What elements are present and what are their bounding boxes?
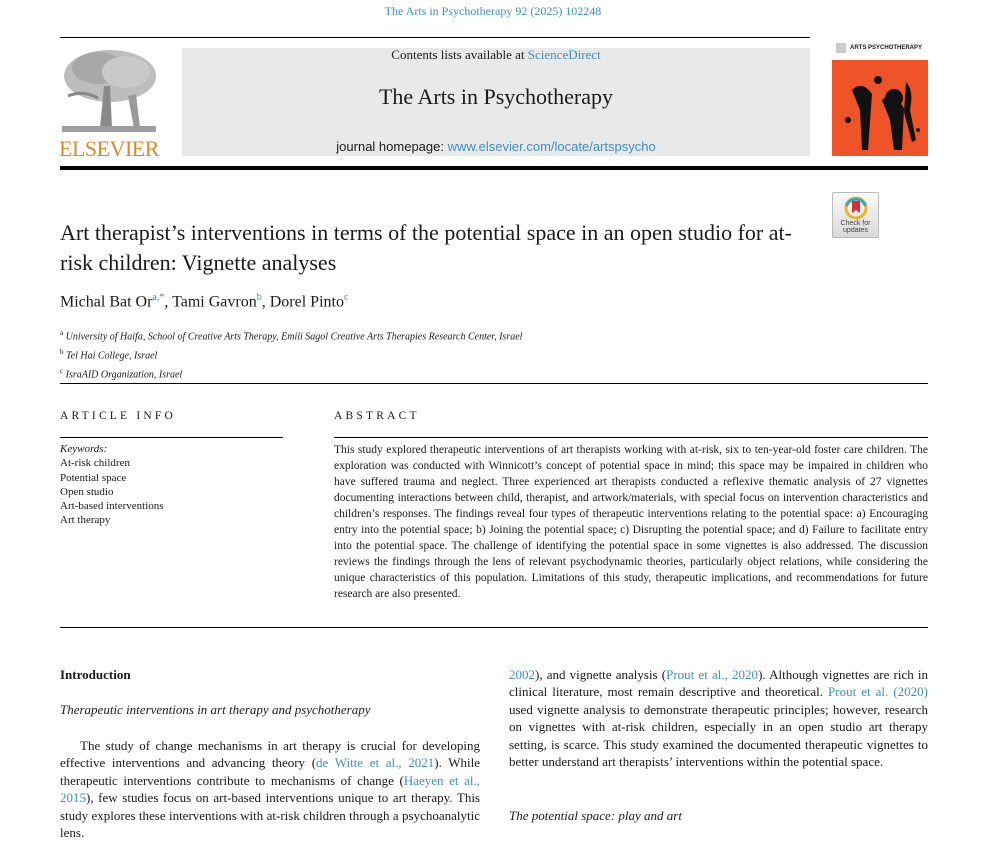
article-title: Art therapist’s interventions in terms of the potential space in an open studio for at-risk children: Vignette analyses — [60, 220, 792, 275]
abstract-text: This study explored therapeutic interventions of art therapists working with at-risk, six to ten-year-old foster care children. The exploration was conducted with Winnicott’s concept of potential space in mind; this space may be impaired in children who have suffered trauma and neglect. Three experienced art therapists conducted a reflexive thematic analysis of 27 vignettes documenting interactions between child, therapist, and artwork/materials, with special focus on intervention characteristics and children’s responses. The findings reveal four types of therapeutic interventions relating to the potential space: a) Encouraging entry into the potential space; b) Joining the potential space; c) Disrupting the potential space; and d) Failure to facilitate entry into the potential space. The challenge of identifying the potential space in some vignettes is also addressed. The discussion reviews the findings through the lens of relevant psychodynamic theories, particularly object relations, while considering the unique characteristics of this population. Limitations of this study, therapeutic implications, and recommendations for future research are also presented. — [334, 444, 928, 600]
keywords-label: Keywords: — [60, 443, 108, 455]
contents-line — [182, 47, 810, 63]
citation-link[interactable]: Prout et al. (2020) — [828, 684, 928, 700]
divider — [60, 37, 810, 38]
keyword: At-risk children — [60, 457, 130, 470]
citation-link[interactable]: de Witte et al., 2021 — [316, 755, 435, 771]
divider — [60, 166, 928, 170]
abstract-heading: ABSTRACT — [334, 410, 420, 422]
author-list: Michal Bat $Or^{a,*}$, Tami Gavron$^b$, Dorel Pinto$^c$ — [60, 292, 349, 311]
author-affiliation-marker[interactable]: b — [256, 292, 262, 303]
article-info-heading: ARTICLE INFO — [60, 410, 176, 422]
subsection-heading: Therapeutic interventions in art therapy and psychotherapy — [60, 702, 371, 717]
affiliation-list — [60, 326, 522, 382]
running-head[interactable]: The Arts in Psychotherapy 92 (2025) 102248 — [384, 4, 602, 18]
author-affiliation-marker[interactable]: c — [343, 292, 349, 303]
divider — [334, 437, 928, 438]
elsevier-logo-word: ELSEVIER — [59, 136, 159, 161]
keyword: Open studio — [60, 485, 114, 498]
affiliation: $^a$ University of Haifa, School of Creative Arts Therapy, Emili Sagol Creative Arts Therapies Research Center, Israel — [60, 329, 523, 343]
divider — [60, 627, 928, 628]
homepage-line — [182, 139, 810, 154]
keyword: Potential space — [60, 471, 127, 484]
crossmark-line1: Check for — [840, 220, 871, 227]
intro-paragraph: The study of change mechanisms in art therapy is crucial for developing effective interventions and advancing theory (de Witte et al., 2021). While therapeutic interventions contribute to mechanisms of change (Haeyen et al., 2015), few studies focus on art-based interventions unique to art therapy. This study explores these interventions with at-risk children through a psychoanalytic lens. — [60, 738, 480, 841]
keyword: Art-based interventions — [60, 500, 164, 513]
citation-link[interactable]: 2002 — [509, 667, 535, 682]
homepage-link[interactable]: www.elsevier.com/locate/artspsycho — [447, 139, 656, 154]
keywords-list — [60, 442, 164, 528]
homepage-prefix: journal homepage: — [336, 139, 448, 154]
journal-title: The Arts in Psychotherapy — [378, 84, 614, 109]
divider — [60, 383, 928, 384]
intro-paragraph-continued: 2002), and vignette analysis (Prout et al., 2020). Although vignettes are rich in clinical literature, most remain descriptive and theoretical. Prout et al. (2020) used vignette analysis to demonstrate therapeutic principles; however, research on vignettes with at-risk children, especially in an open studio art therapy setting, is scarce. This study examined the documented therapeutic vignettes to better understand art therapists’ interventions within the potential space. — [509, 667, 929, 770]
contents-prefix: Contents lists available at — [391, 47, 528, 62]
author-name[interactable]: Michal Bat Or — [60, 293, 153, 311]
check-for-updates-button[interactable] — [832, 192, 879, 238]
cover-title: ARTS PSYCHOTHERAPY — [850, 45, 923, 51]
keyword: Art therapy — [60, 514, 111, 527]
crossmark-icon — [844, 196, 868, 220]
cover-artwork — [832, 60, 928, 156]
affiliation: $^c$ IsraAID Organization, Israel — [60, 366, 183, 380]
crossmark-line2: updates — [843, 227, 868, 234]
citation-link[interactable]: Haeyen et al., 2015 — [60, 772, 480, 806]
author-name[interactable]: Tami Gavron — [172, 293, 257, 311]
author-name[interactable]: Dorel Pinto — [269, 293, 344, 311]
sciencedirect-link[interactable]: ScienceDirect — [527, 47, 601, 62]
introduction-heading: Introduction — [60, 667, 131, 682]
affiliation: $^b$ Tel Hai College, Israel — [60, 347, 158, 362]
author-affiliation-marker[interactable]: a,* — [152, 292, 165, 303]
citation-link[interactable]: Prout et al., 2020 — [666, 667, 759, 682]
subsection-heading: The potential space: play and art — [509, 808, 682, 823]
divider — [60, 437, 283, 438]
